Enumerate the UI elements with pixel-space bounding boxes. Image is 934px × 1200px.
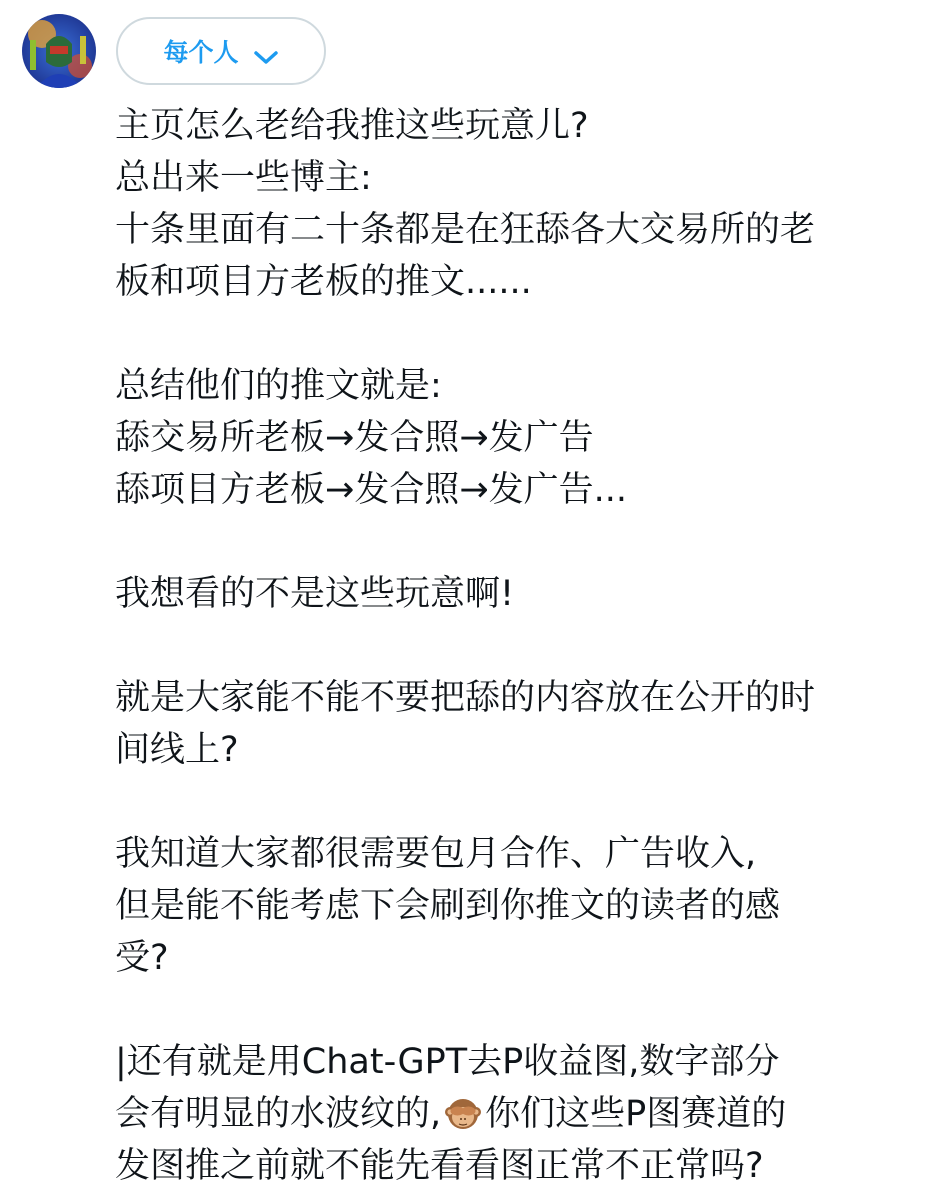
see-no-evil-monkey-icon (445, 1095, 481, 1131)
user-avatar[interactable] (22, 14, 96, 88)
tweet-line: |还有就是用Chat-GPT去P收益图,数字部分 (115, 1042, 780, 1082)
tweet-line: 我知道大家都很需要包月合作、广告收入, (115, 834, 757, 874)
compose-header (22, 16, 326, 86)
tweet-line: 间线上? (115, 730, 239, 770)
audience-selector-button[interactable] (116, 17, 326, 85)
tweet-line: 受? (115, 938, 169, 978)
tweet-line: 但是能不能考虑下会刷到你推文的读者的感 (115, 886, 781, 926)
tweet-line: 总结他们的推文就是: (115, 366, 442, 406)
tweet-line: 发图推之前就不能先看看图正常不正常吗? (115, 1146, 764, 1186)
tweet-text-segment: 会有明显的水波纹的, (115, 1094, 442, 1134)
tweet-line: 总出来一些博主: (115, 158, 372, 198)
tweet-line: 十条里面有二十条都是在狂舔各大交易所的老 (115, 210, 816, 250)
tweet-compose-text[interactable] (115, 100, 915, 1192)
tweet-line: 主页怎么老给我推这些玩意儿? (115, 106, 589, 146)
tweet-line: 板和项目方老板的推文...... (115, 262, 532, 302)
paragraph-gap (115, 516, 915, 568)
audience-label: 每个人 (163, 38, 239, 67)
tweet-line: 舔项目方老板→发合照→发广告... (115, 470, 628, 510)
tweet-line: 我想看的不是这些玩意啊! (115, 574, 515, 614)
tweet-line: 就是大家能不能不要把舔的内容放在公开的时 (115, 678, 816, 718)
paragraph-gap (115, 308, 915, 360)
chevron-down-icon (253, 43, 279, 59)
tweet-line: 舔交易所老板→发合照→发广告 (115, 418, 594, 458)
avatar-image (22, 14, 96, 88)
tweet-text-segment: 你们这些P图赛道的 (485, 1094, 787, 1134)
paragraph-gap (115, 620, 915, 672)
paragraph-gap (115, 984, 915, 1036)
paragraph-gap (115, 776, 915, 828)
tweet-line-with-emoji (115, 1088, 915, 1140)
